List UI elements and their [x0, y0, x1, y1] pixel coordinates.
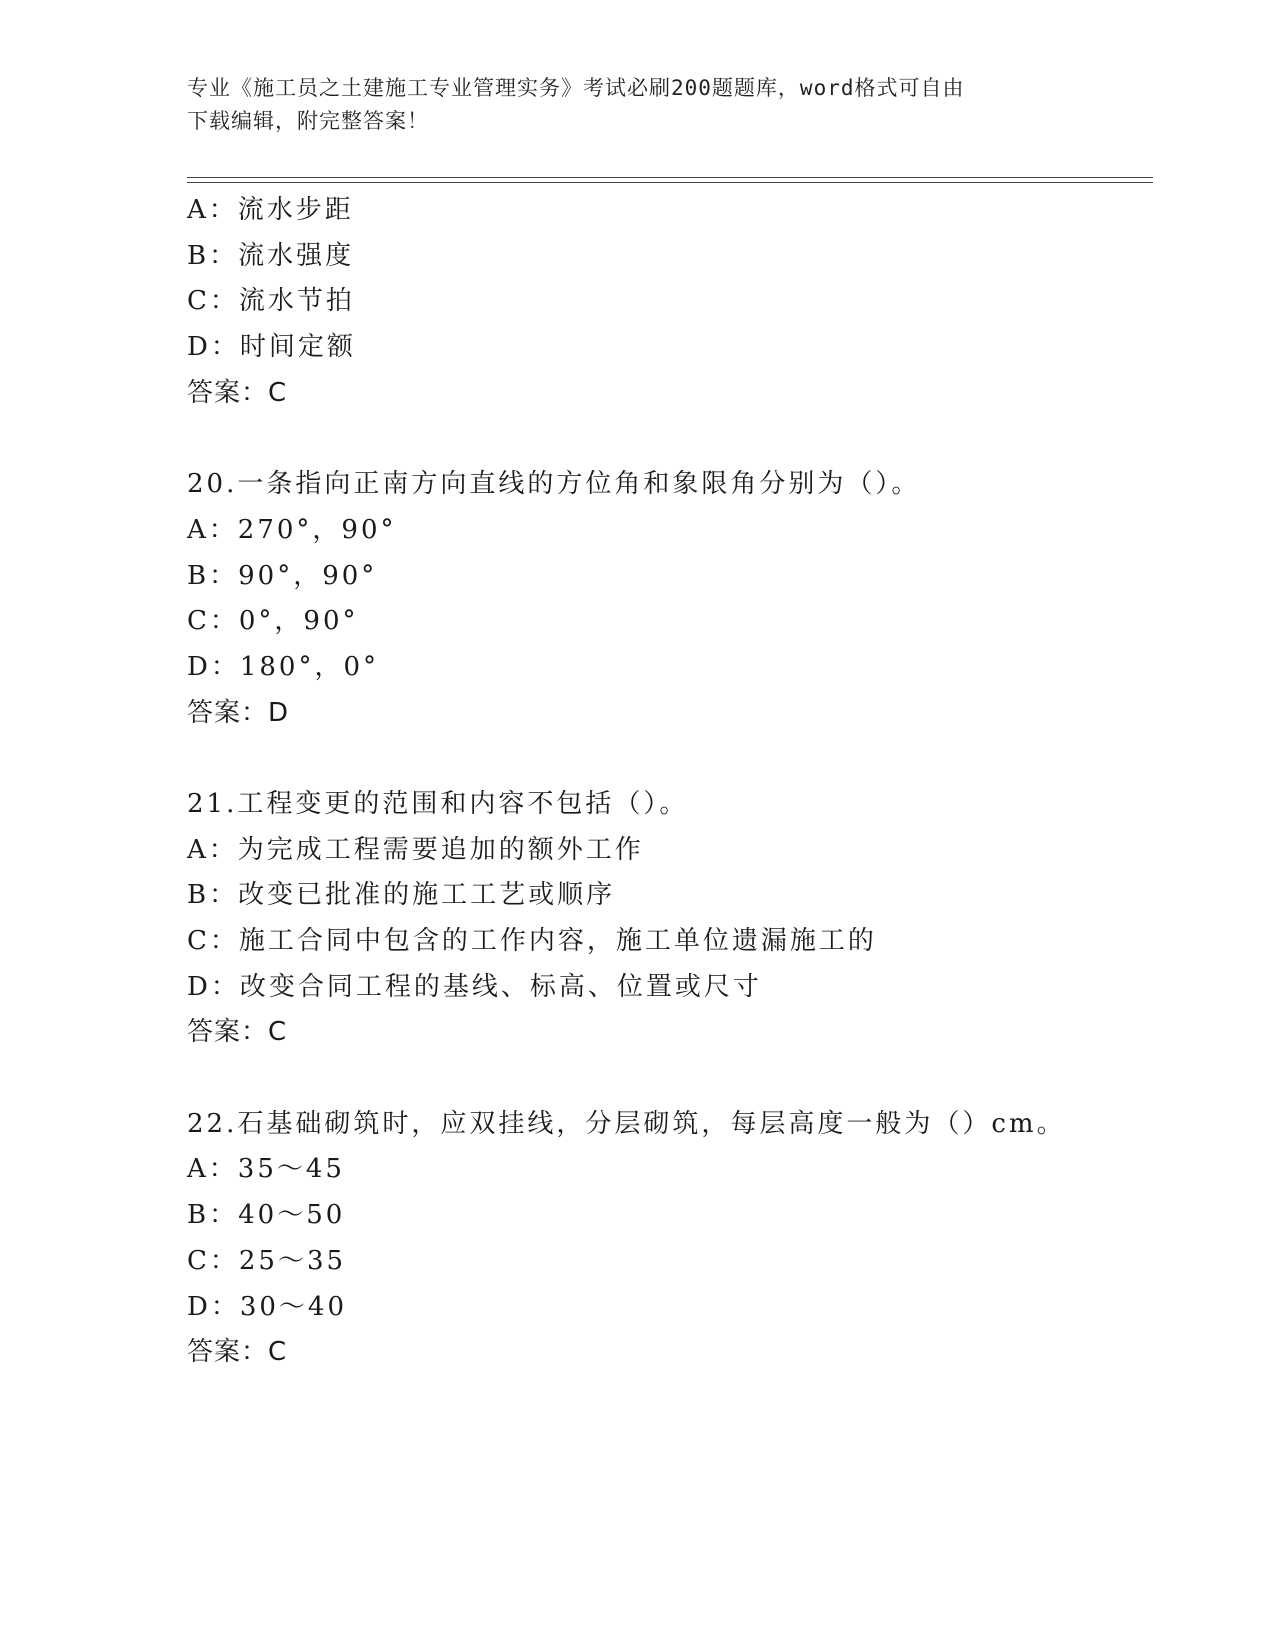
option-c: C：0°，90°	[187, 606, 359, 637]
question-text: 22.石基础砌筑时，应双挂线，分层砌筑，每层高度一般为（）cm。	[187, 1108, 1066, 1139]
question-text: 20.一条指向正南方向直线的方位角和象限角分别为（）。	[187, 469, 921, 500]
header-line-2: 下载编辑，附完整答案！	[187, 109, 429, 133]
option-d: D：改变合同工程的基线、标高、位置或尺寸	[187, 971, 762, 1002]
answer-line: 答案：D	[187, 697, 290, 728]
option-d: D：180°，0°	[187, 651, 380, 682]
option-a: A：270°，90°	[187, 514, 397, 545]
question-block	[187, 462, 1167, 736]
block-spacer	[187, 416, 1167, 462]
answer-line: 答案：C	[187, 1017, 288, 1048]
option-d: D：30～40	[187, 1291, 348, 1322]
document-header	[187, 72, 1067, 138]
answer-line: 答案：C	[187, 377, 288, 408]
option-d: D：时间定额	[187, 332, 356, 363]
question-block	[187, 188, 1167, 416]
option-a: A：为完成工程需要追加的额外工作	[187, 834, 644, 865]
option-a: A：35～45	[187, 1154, 345, 1185]
option-c: C：施工合同中包含的工作内容，施工单位遗漏施工的	[187, 926, 877, 956]
block-spacer	[187, 1056, 1167, 1102]
option-c: C：25～35	[187, 1245, 347, 1276]
block-spacer	[187, 736, 1167, 782]
answer-line: 答案：C	[187, 1337, 288, 1368]
option-b: B：90°，90°	[187, 560, 378, 591]
option-a: A：流水步距	[187, 195, 354, 225]
option-b: B：流水强度	[187, 240, 355, 271]
header-rule-bottom	[187, 182, 1153, 183]
option-b: B：改变已批准的施工工艺或顺序	[187, 880, 616, 911]
question-block	[187, 1102, 1167, 1376]
header-rule-top	[187, 177, 1153, 178]
header-line-1: 专业《施工员之土建施工专业管理实务》考试必刷200题题库，word格式可自由	[187, 76, 965, 100]
question-block	[187, 782, 1167, 1056]
question-text: 21.工程变更的范围和内容不包括（）。	[187, 788, 689, 819]
question-list	[187, 188, 1167, 1376]
option-c: C：流水节拍	[187, 286, 355, 317]
option-b: B：40～50	[187, 1200, 346, 1231]
